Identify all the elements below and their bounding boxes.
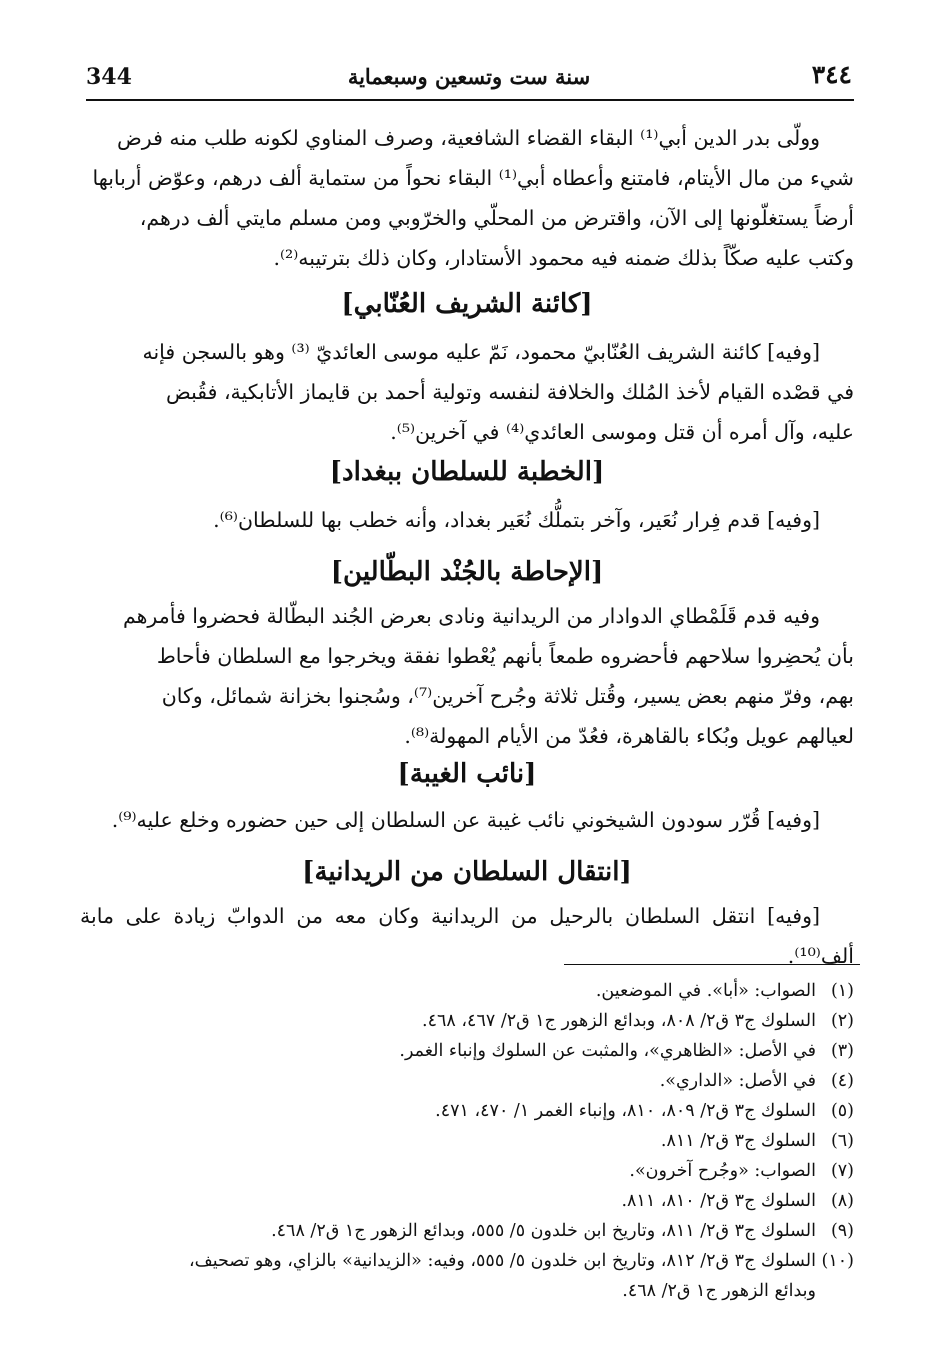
footnote: (٥)السلوك ج٣ ق٢/ ٨٠٩، ٨١٠، وإنباء الغمر ١/ ٤٧٠، ٤٧١. bbox=[435, 1101, 854, 1121]
footnote-continuation: وبدائع الزهور ج١ ق٢/ ٤٦٨. bbox=[622, 1281, 816, 1301]
page-number-arabic: ٣٤٤ bbox=[811, 60, 852, 89]
footnotes bbox=[80, 976, 854, 1306]
text-line: شيء من مال الأيتام، فامتنع وأعطاه أبي⁽¹⁾ البقاء نحواً من ستماية ألف درهم، وعوّض أربابها bbox=[92, 166, 854, 190]
footnote: (٣)في الأصل: «الظاهري»، والمثبت عن السلوك وإنباء الغمر. bbox=[399, 1041, 854, 1061]
running-header bbox=[86, 60, 852, 96]
text-line: في قصْده القيام لأخذ المُلك والخلافة لنفسه وتولية أحمد بن قايماز الأتابكية، فقُبض bbox=[165, 380, 854, 404]
page-number-latin: 344 bbox=[86, 64, 132, 90]
text-line: [وفيه] انتقل السلطان بالرحيل من الريدانية وكان معه من الدوابّ زيادة على مابة ألف⁽¹⁰⁾. bbox=[80, 904, 854, 968]
section-paragraph bbox=[80, 500, 854, 540]
section-heading: [نائب الغيبة] bbox=[397, 759, 537, 789]
footnote: (٩)السلوك ج٣ ق٢/ ٨١١، وتاريخ ابن خلدون ٥/ ٥٥٥، وبدائع الزهور ج١ ق٢/ ٤٦٨. bbox=[271, 1221, 854, 1241]
footnote: (١)الصواب: «أبا». في الموضعين. bbox=[595, 981, 854, 1001]
section-paragraph bbox=[80, 332, 854, 452]
section-heading: [كائنة الشريف العُنّابي] bbox=[341, 289, 593, 319]
text-line: [وفيه] قدم فِرار نُعَير، وآخر بتملُّك نُعَير بغداد، وأنه خطب بها للسلطان⁽⁶⁾. bbox=[213, 508, 820, 532]
footnote: (٨)السلوك ج٣ ق٢/ ٨١٠، ٨١١. bbox=[621, 1191, 854, 1211]
section-heading: [انتقال السلطان من الريدانية] bbox=[302, 857, 632, 887]
footnote: (٦)السلوك ج٣ ق٢/ ٨١١. bbox=[660, 1131, 854, 1151]
running-title: سنة ست وتسعين وسبعماية bbox=[347, 64, 591, 89]
footnote: (٧)الصواب: «وجُرح آخرون». bbox=[629, 1161, 854, 1181]
text-line: بهم، وفرّ منهم بعض يسير، وقُتل ثلاثة وجُرح آخرين⁽⁷⁾، وسُجنوا بخزانة شمائل، وكان bbox=[161, 684, 854, 708]
text-line: لعيالهم عويل وبُكاء بالقاهرة، فعُدّ من الأيام المهولة⁽⁸⁾. bbox=[404, 724, 854, 748]
text-line: أرضاً يستغلّونها إلى الآن، واقترض من المحلّي والخرّوبي ومن مسلم مايتي ألف درهم، bbox=[139, 206, 854, 230]
footnote: (٢)السلوك ج٣ ق٢/ ٨٠٨، وبدائع الزهور ج١ ق٢/ ٤٦٧، ٤٦٨. bbox=[422, 1011, 854, 1031]
text-line: عليه، وآل أمره أن قتل وموسى العائدي⁽⁴⁾ في آخرين⁽⁵⁾. bbox=[390, 420, 854, 444]
text-line: بأن يُحضِروا سلاحهم فأحضروه طمعاً بأنهم يُعْطوا نفقة ويخرجوا مع السلطان فأحاط bbox=[156, 644, 854, 668]
text-line: وكتب عليه صكّاً بذلك ضمنه فيه محمود الأستادار، وكان ذلك بترتيبه⁽²⁾. bbox=[273, 246, 854, 270]
text-line: [وفيه] قُرّر سودون الشيخوني نائب غيبة عن السلطان إلى حين حضوره وخلع عليه⁽⁹⁾. bbox=[111, 808, 820, 832]
footnote: (٤)في الأصل: «الداري». bbox=[659, 1071, 854, 1091]
section-heading: [الإحاطة بالجُنْد البطّالين] bbox=[330, 557, 604, 587]
text-line: [وفيه] كائنة الشريف العُنّابيّ محمود، نَمّ عليه موسى العائديّ ⁽³⁾ وهو بالسجن فإنه bbox=[142, 340, 820, 364]
section-paragraph bbox=[80, 800, 854, 840]
section-heading: [الخطبة للسلطان ببغداد] bbox=[329, 457, 605, 487]
section-paragraph bbox=[80, 596, 854, 756]
footnote-rule bbox=[564, 964, 860, 965]
header-rule bbox=[86, 99, 854, 101]
intro-paragraph bbox=[80, 118, 854, 278]
footnote: (١٠)السلوك ج٣ ق٢/ ٨١٢، وتاريخ ابن خلدون ٥/ ٥٥٥، وفيه: «الزيدانية» بالزاي، وهو تصحيف، bbox=[188, 1251, 854, 1271]
text-line: وولّى بدر الدين أبي⁽¹⁾ البقاء القضاء الشافعية، وصرف المناوي لكونه طلب منه فرض bbox=[117, 126, 820, 150]
text-line: وفيه قدم قَلَمْطاي الدوادار من الريدانية ونادى بعرض الجُند البطّالة فحضروا فأمرهم bbox=[122, 604, 820, 628]
